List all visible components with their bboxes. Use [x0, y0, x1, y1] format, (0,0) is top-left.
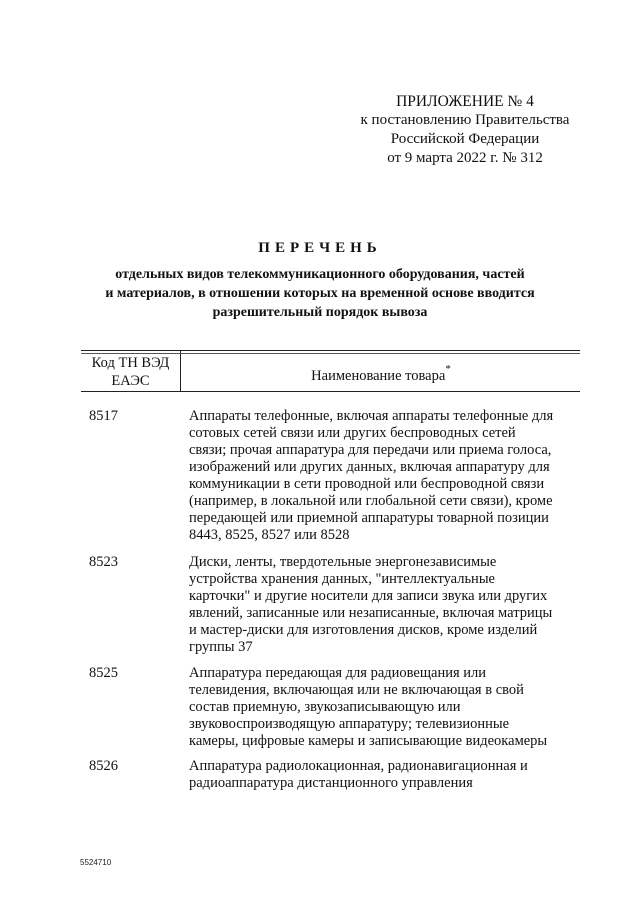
subtitle-line: отдельных видов телекоммуникационного оборудования, частей	[115, 267, 525, 282]
document-title: ПЕРЕЧЕНЬ	[258, 240, 382, 256]
row-code: 8523	[89, 554, 118, 570]
appendix-line: к постановлению Правительства	[360, 112, 570, 128]
row-code: 8517	[89, 408, 118, 424]
appendix-block	[340, 92, 590, 168]
code-column-header: Код ТН ВЭД ЕАЭС	[81, 351, 181, 391]
subtitle-line: и материалов, в отношении которых на временной основе вводится	[105, 286, 535, 301]
row-description: Аппаратура передающая для радиовещания или телевидения, включающая или не включающая в свой состав приемную, звукозаписывающую или звуковоспроизводящую аппаратуру; телевизионные камеры, цифровые камеры и записывающие видеокамеры	[189, 665, 548, 749]
document-subtitle	[70, 265, 570, 322]
table-header	[81, 350, 580, 392]
row-description: Аппаратура радиолокационная, радионавигационная и радиоаппаратура дистанционного управления	[189, 758, 528, 791]
row-description: Диски, ленты, твердотельные энергонезависимые устройства хранения данных, "интеллектуальные карточки" и другие носители для записи звука или других явлений, записанные или незаписанные, включая матрицы и мастер-диски для изготовления дисков, кроме изделий группы 37	[189, 554, 553, 655]
name-column-header: Наименование товара*	[311, 363, 451, 384]
appendix-title: ПРИЛОЖЕНИЕ № 4	[396, 93, 534, 110]
appendix-line: Российской Федерации	[390, 131, 540, 147]
footnote-marker: *	[445, 363, 451, 375]
row-code: 8525	[89, 665, 118, 681]
row-code: 8526	[89, 758, 118, 774]
document-id: 5524710	[80, 858, 112, 867]
row-description: Аппараты телефонные, включая аппараты телефонные для сотовых сетей связи или других беспроводных сетей связи; прочая аппаратура для передачи или приема голоса, изображений или других данных, включая аппаратуру для коммуникации в сети проводной или беспроводной связи (например, в локальной или глобальной сети связи), кроме передающей или приемной аппаратуры товарной позиции 8443, 8525, 8527 или 8528	[189, 408, 554, 543]
subtitle-line: разрешительный порядок вывоза	[212, 305, 428, 320]
appendix-date: от 9 марта 2022 г. № 312	[387, 150, 543, 166]
